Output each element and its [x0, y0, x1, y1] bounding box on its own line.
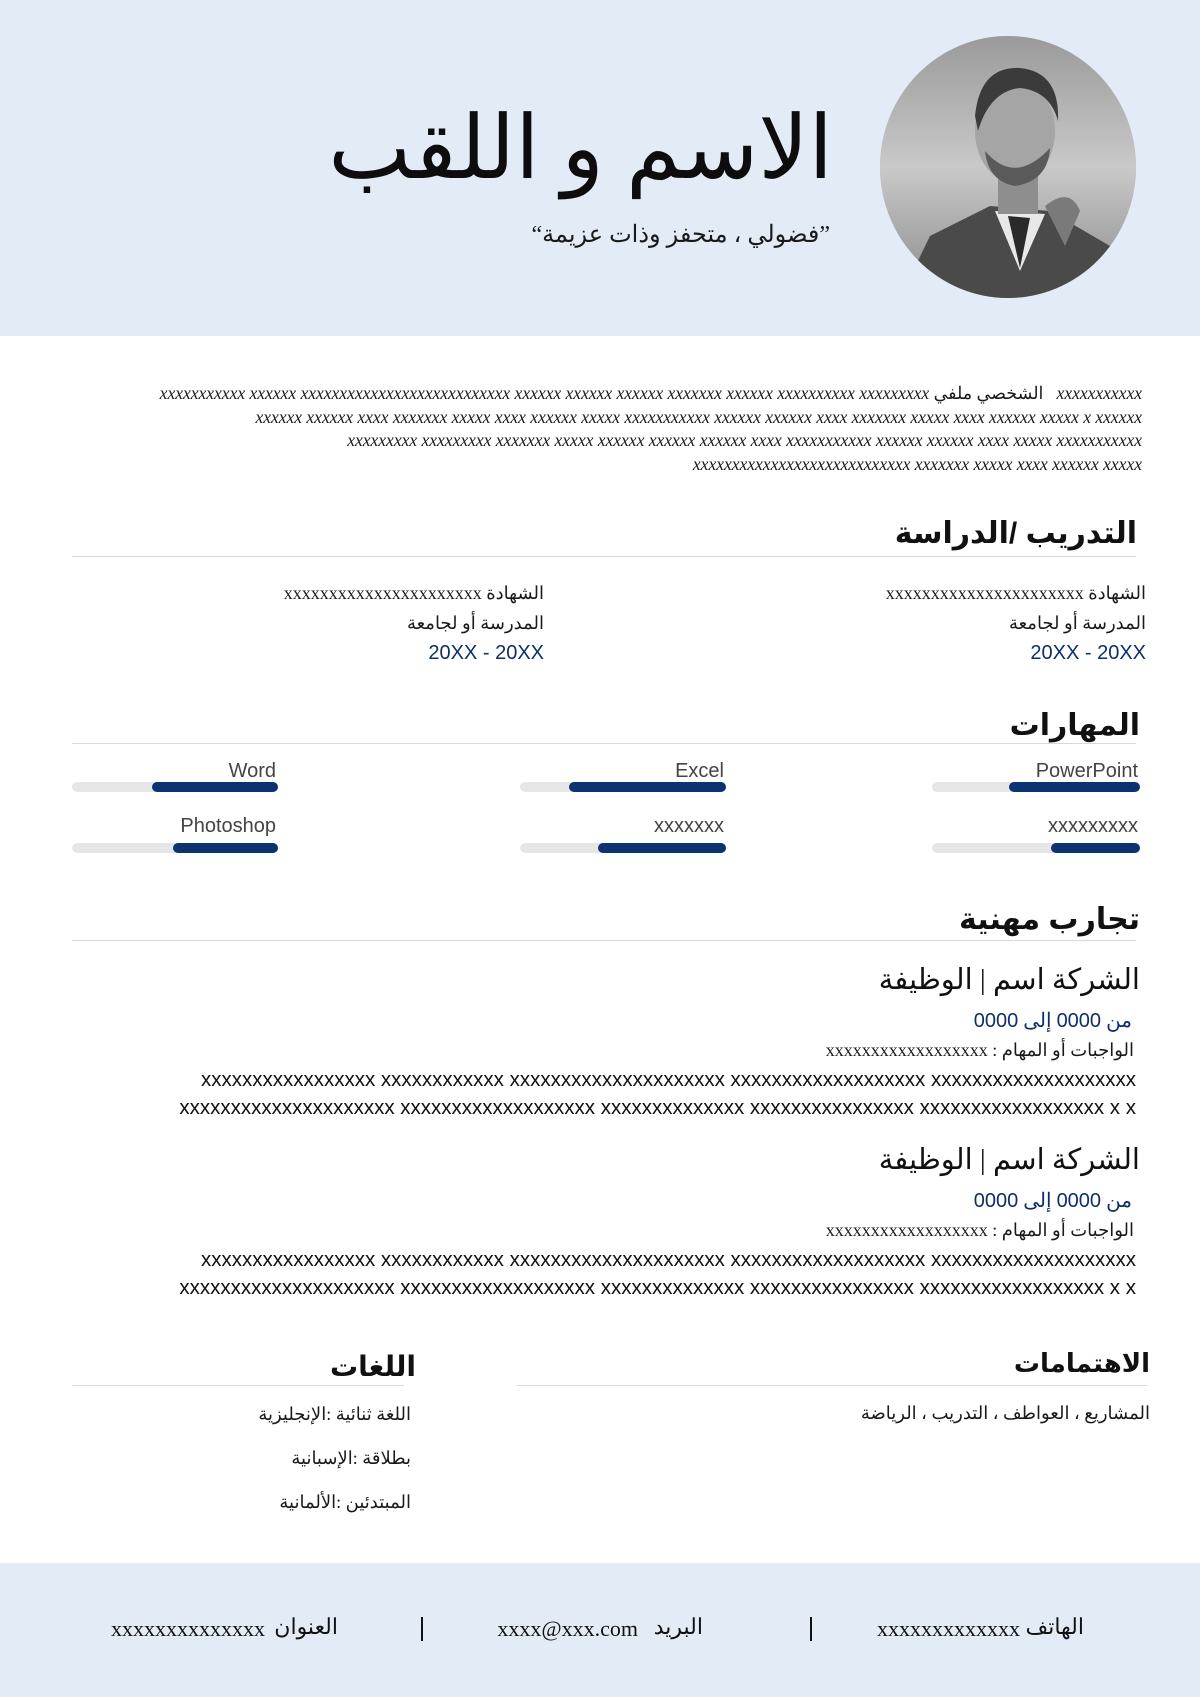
language-item: اللغة ثنائية :الإنجليزية: [258, 1404, 411, 1424]
job-duties: الواجبات أو المهام : xxxxxxxxxxxxxxxxxx: [825, 1220, 1134, 1240]
job-title: الشركة اسم | الوظيفة: [878, 964, 1140, 996]
person-photo-icon: [880, 36, 1136, 298]
job-description-line: xxxxxxxxxxxxxxxxxxxxx xxxxxxxxxxxxxxxxxxx xxxxxxxxxxxxxx xxxxxxxxxxxxxxxx xxxxxxxxxxxxxxxxxx x x: [179, 1276, 1136, 1299]
experience-heading: تجارب مهنية: [959, 903, 1140, 936]
profile-summary: [66, 382, 1142, 476]
languages-heading: اللغات: [330, 1351, 416, 1382]
education-item: [686, 578, 1146, 668]
skill-bar-track: [520, 782, 726, 792]
education-heading: التدريب /الدراسة: [894, 517, 1137, 550]
job-description: [179, 1066, 1136, 1122]
skill-bar-fill: [569, 782, 726, 792]
address-value: xxxxxxxxxxxxxx: [111, 1616, 265, 1641]
school: المدرسة أو لجامعة: [1008, 613, 1146, 633]
degree: الشهادة xxxxxxxxxxxxxxxxxxxxxx: [283, 583, 544, 603]
interests-text: المشاريع ، العواطف ، التدريب ، الرياضة: [860, 1403, 1150, 1423]
language-item: المبتدئين :الألمانية: [279, 1492, 411, 1512]
skill-bar-fill: [152, 782, 278, 792]
job-title: الشركة اسم | الوظيفة: [878, 1144, 1140, 1176]
phone-value: xxxxxxxxxxxxx: [877, 1616, 1020, 1641]
email-value: xxxx@xxx.com: [497, 1616, 638, 1641]
profile-line: xxxxxxxxx xxxxxxxxx xxxxxxx xxxxx xxxxxx xxxxxx xxxxxx xxxx xxxxxxxxxxx xxxxxx xxxxxx xxxx xxxxx xxxxxxxxxxx: [347, 430, 1142, 450]
profile-text: xxxxxxxxxxx xxxxxx xxxxxxxxxxxxxxxxxxxxxxxxxxx xxxxxx xxxxxx xxxxxx xxxxxxx xxxxxx xxxxxxxxxx xxxxxxxxx: [159, 383, 930, 403]
interests-heading: الاهتمامات: [1013, 1348, 1150, 1378]
skill-bar-fill: [1009, 782, 1140, 792]
language-item: بطلاقة :الإسبانية: [291, 1448, 411, 1468]
profile-line: xxxxxx xxxxxx xxxx xxxxxxx xxxxx xxxx xxxxxx xxxxx xxxxxxxxxxx xxxxxx xxxxxx xxxx xxxxxxx xxxxx xxxx xxxxxx xxxxx x xxxxxx: [255, 406, 1142, 427]
skill-bar-track: [932, 843, 1140, 853]
years: 20XX - 20XX: [1030, 642, 1146, 664]
skill-bar-track: [72, 843, 278, 853]
skill-bar-fill: [1051, 843, 1140, 853]
skill-label: PowerPoint: [1035, 760, 1138, 782]
job-duties: الواجبات أو المهام : xxxxxxxxxxxxxxxxxx: [825, 1040, 1134, 1060]
profile-photo: [880, 36, 1136, 298]
job-description-line: xxxxxxxxxxxxxxxxxxxxx xxxxxxxxxxxxxxxxxxx xxxxxxxxxxxxxx xxxxxxxxxxxxxxxx xxxxxxxxxxxxxxxxxx x x: [179, 1096, 1136, 1119]
education-item: [84, 578, 544, 668]
skill-bar-track: [72, 782, 278, 792]
address-label: العنوان: [274, 1614, 338, 1639]
footer-separator: [810, 1617, 812, 1641]
tagline: ”فضولي ، متحفز وذات عزيمة“: [531, 222, 830, 248]
job-description-line: xxxxxxxxxxxxxxxxx xxxxxxxxxxxx xxxxxxxxxxxxxxxxxxxxx xxxxxxxxxxxxxxxxxxx xxxxxxxxxxxxxxxxxxxx: [200, 1248, 1136, 1271]
skill-label: Photoshop: [180, 815, 276, 837]
page-title: الاسم و اللقب: [328, 101, 833, 198]
years: 20XX - 20XX: [428, 642, 544, 664]
skill-bar-track: [932, 782, 1140, 792]
email-label: البريد: [653, 1614, 703, 1639]
job-dates: من 0000 إلى 0000: [973, 1190, 1132, 1212]
divider: [72, 1385, 404, 1386]
skill-label: xxxxxxx: [654, 815, 724, 837]
profile-lead: xxxxxxxxxxx: [1056, 383, 1142, 403]
footer-separator: [421, 1617, 423, 1641]
skill-label: Excel: [675, 760, 724, 782]
profile-line: [66, 382, 1142, 406]
divider: [72, 940, 1136, 941]
school: المدرسة أو لجامعة: [406, 613, 544, 633]
job-dates: من 0000 إلى 0000: [973, 1010, 1132, 1032]
profile-label: الشخصي ملفي: [933, 383, 1044, 403]
skill-bar-fill: [598, 843, 726, 853]
skills-heading: المهارات: [1009, 709, 1140, 742]
job-description: [179, 1246, 1136, 1302]
divider: [72, 743, 1136, 744]
job-description-line: xxxxxxxxxxxxxxxxx xxxxxxxxxxxx xxxxxxxxxxxxxxxxxxxxx xxxxxxxxxxxxxxxxxxx xxxxxxxxxxxxxxxxxxxx: [200, 1068, 1136, 1091]
degree: الشهادة xxxxxxxxxxxxxxxxxxxxxx: [885, 583, 1146, 603]
divider: [517, 1385, 1147, 1386]
skill-bar-track: [520, 843, 726, 853]
skill-bar-fill: [173, 843, 278, 853]
phone-label: الهاتف: [1025, 1614, 1084, 1639]
divider: [72, 556, 1136, 557]
skill-label: Word: [228, 760, 276, 782]
profile-line: xxxxxxxxxxxxxxxxxxxxxxxxxxxx xxxxxxx xxxxx xxxx xxxxxx xxxxx: [692, 453, 1142, 474]
skill-label: xxxxxxxxx: [1048, 815, 1138, 837]
